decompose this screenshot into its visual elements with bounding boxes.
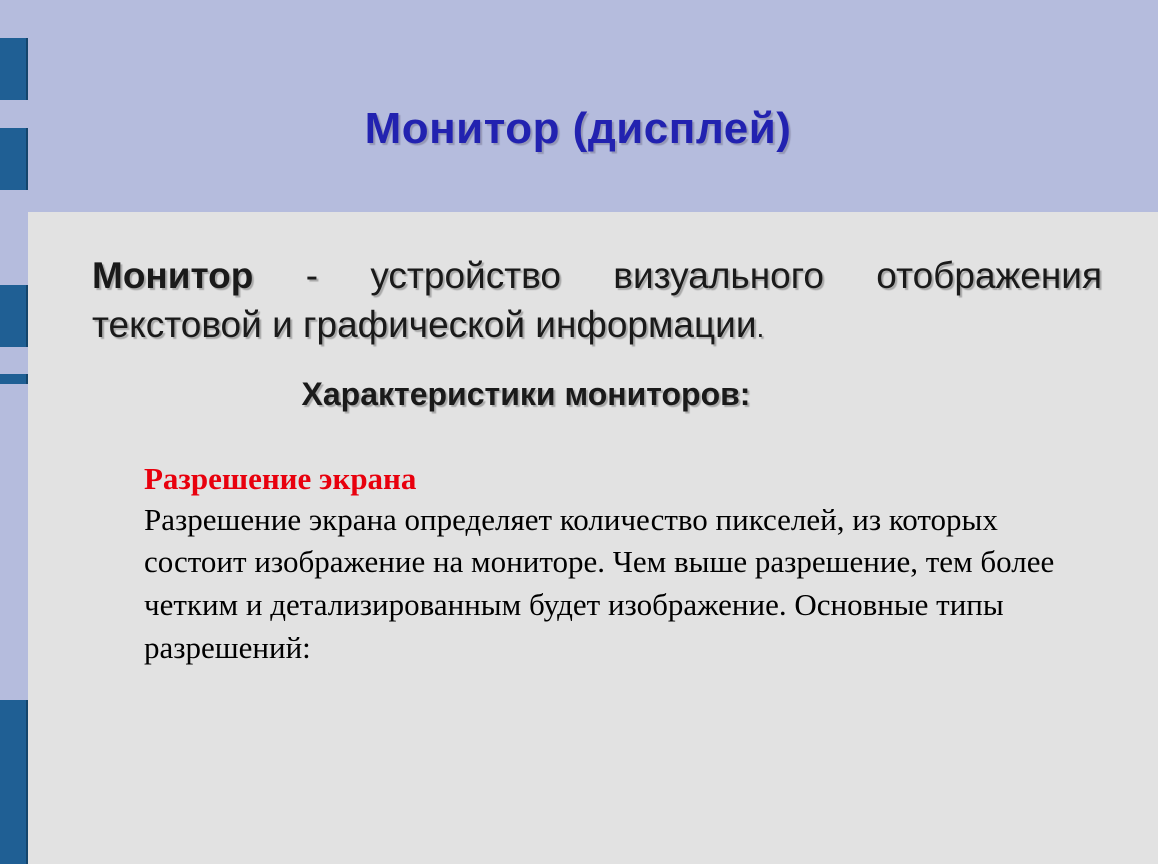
content-panel — [28, 212, 1158, 864]
title-band — [28, 0, 1158, 212]
definition-paragraph — [92, 252, 1110, 350]
rail-block-1 — [0, 38, 28, 100]
rail-block-3 — [0, 285, 28, 347]
section-body: Разрешение экрана определяет количество пикселей, из которых состоит изображение на мониторе. Чем выше разрешение, тем более четким и детализированным будет изображение. Основные типы разрешений: — [144, 501, 1055, 665]
definition-text: - устройство визуального отображения текстовой и графической информации — [92, 255, 1102, 345]
rail-block-2 — [0, 128, 28, 190]
rail-block-bottom — [0, 700, 28, 864]
left-decoration-rail — [0, 0, 28, 864]
rail-block-4 — [0, 374, 28, 384]
section-title: Разрешение экрана — [144, 460, 417, 496]
page-title: Монитор (дисплей) — [364, 104, 792, 153]
definition-period: . — [756, 311, 765, 343]
subheading: Характеристики мониторов: — [301, 375, 751, 412]
section-screen-resolution — [92, 461, 1110, 670]
definition-term: Монитор — [92, 255, 254, 296]
